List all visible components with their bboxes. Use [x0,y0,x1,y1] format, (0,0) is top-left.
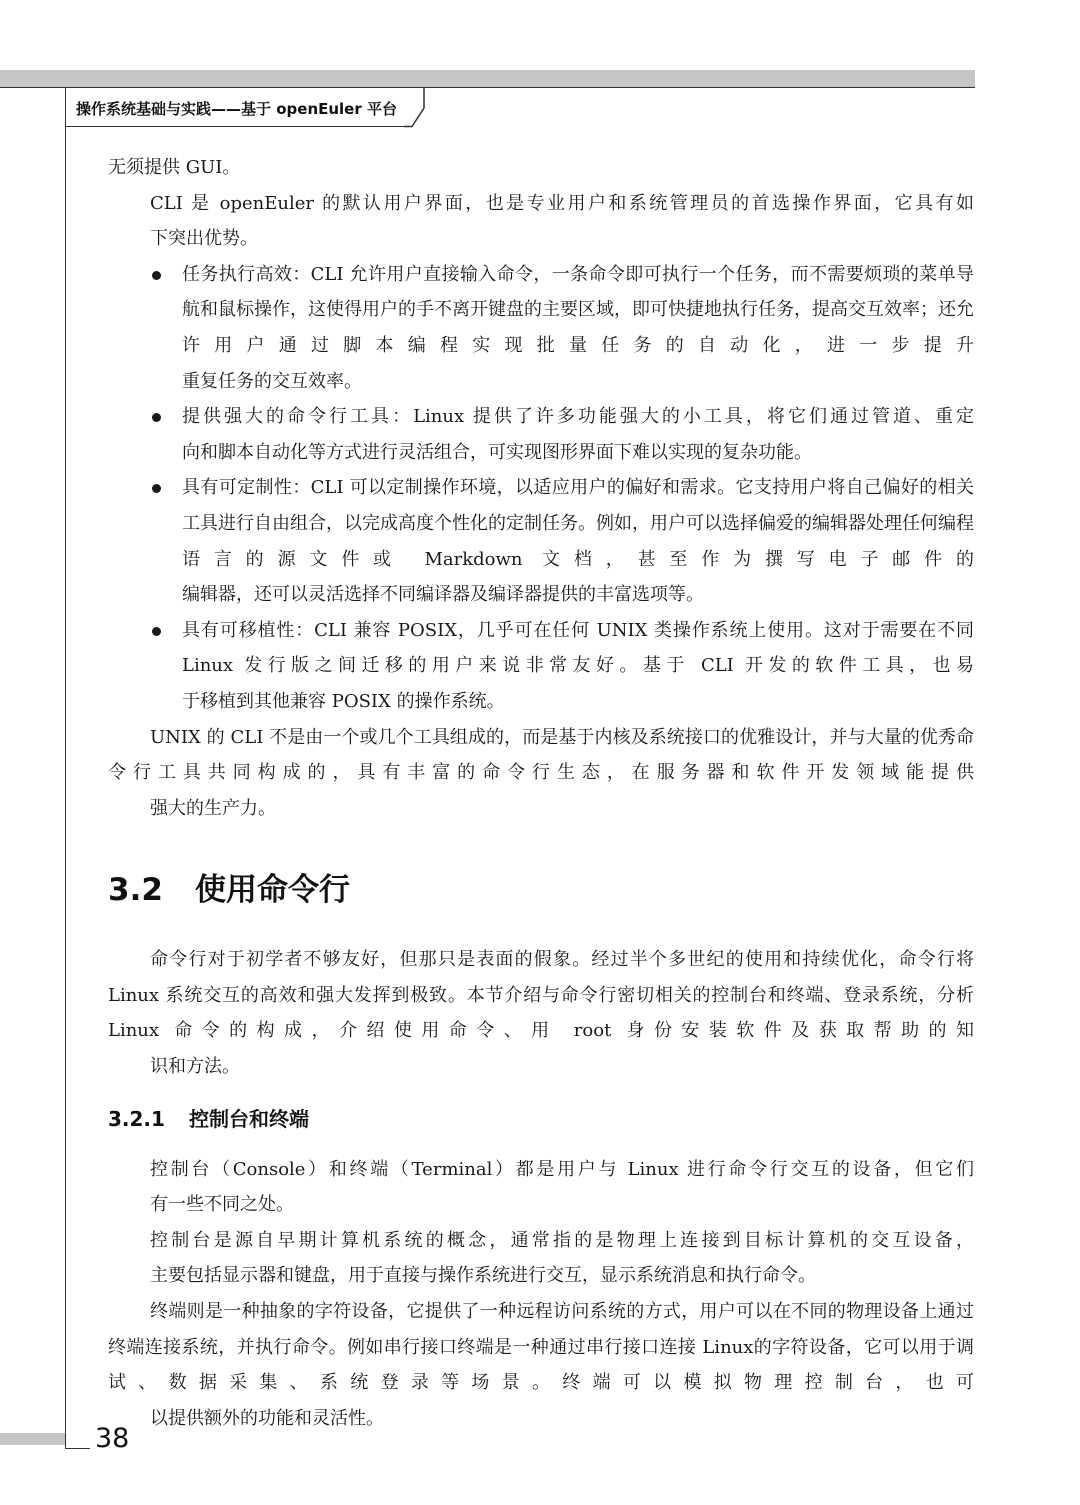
list-item: 任务执行高效：CLI 允许用户直接输入命令，一条命令即可执行一个任务，而不需要烦琐的菜单导航和鼠标操作，这使得用户的手不离开键盘的主要区域，即可快捷地执行任务，提高交互效率；还允许用户通过脚本编程实现批量任务的自动化，进一步提升 重复任务的交互效率。 [108,257,974,399]
paragraph: 命令行对于初学者不够友好，但那只是表面的假象。经过半个多世纪的使用和持续优化，命令行将 Linux 系统交互的高效和强大发挥到极致。本节介绍与命令行密切相关的控制台和终端、登录系统，分析 Linux 命令的构成，介绍使用命令、用 root 身份安装软件及获取帮助的知 识和方法。 [108,949,975,1078]
footer-rule [65,1448,90,1449]
list-item: 提供强大的命令行工具：Linux 提供了许多功能强大的小工具，将它们通过管道、重定 向和脚本自动化等方式进行灵活组合，可实现图形界面下难以实现的复杂功能。 [108,399,974,470]
list-item: 具有可定制性：CLI 可以定制操作环境，以适应用户的偏好和需求。它支持用户将自己偏好的相关工具进行自由组合，以完成高度个性化的定制任务。例如，用户可以选择偏爱的编辑器处理任何编程语言的源文件或 Markdown 文档，甚至作为撰写电子邮件的 编辑器，还可以灵活选择不同编译器及编译器提供的丰富选项等。 [108,470,974,612]
header-tab-edge [404,88,434,128]
paragraph: CLI 是 openEuler 的默认用户界面，也是专业用户和系统管理员的首选操作界面，它具有如 下突出优势。 [150,192,974,250]
paragraph: 无须提供 GUI。 [108,157,241,178]
bullet-icon [152,627,161,636]
page-body [108,150,974,1436]
margin-rule [65,88,66,1448]
bullet-icon [152,413,161,422]
bullet-icon [152,271,161,280]
running-header-title: 操作系统基础与实践——基于 openEuler 平台 [76,100,397,118]
advantages-list [108,257,974,720]
section-heading: 3.2 使用命令行 [108,872,350,909]
list-item: 具有可移植性：CLI 兼容 POSIX，几乎可在任何 UNIX 类操作系统上使用。这对于需要在不同 Linux 发行版之间迁移的用户来说非常友好。基于 CLI 开发的软件工具，也易 于移植到其他兼容 POSIX 的操作系统。 [108,613,974,720]
footer-band [0,1433,65,1445]
paragraph: UNIX 的 CLI 不是由一个或几个工具组成的，而是基于内核及系统接口的优雅设计，并与大量的优秀命令行工具共同构成的，具有丰富的命令行生态，在服务器和软件开发领域能提供 强大的生产力。 [108,726,975,819]
paragraph: 控制台（Console）和终端（Terminal）都是用户与 Linux 进行命令行交互的设备，但它们 有一些不同之处。 [150,1158,974,1216]
paragraph: 终端则是一种抽象的字符设备，它提供了一种远程访问系统的方式，用户可以在不同的物理设备上通过终端连接系统，并执行命令。例如串行接口终端是一种通过串行接口连接 Linux的字符设备，它可以用于调试、数据采集、系统登录等场景。终端可以模拟物理控制台，也可 以提供额外的功能和灵活性。 [108,1301,975,1429]
page-number: 38 [95,1423,130,1454]
bullet-icon [152,484,161,493]
subsection-heading: 3.2.1 控制台和终端 [108,1106,309,1131]
paragraph: 控制台是源自早期计算机系统的概念，通常指的是物理上连接到目标计算机的交互设备， 主要包括显示器和键盘，用于直接与操作系统进行交互，显示系统消息和执行命令。 [150,1229,974,1287]
header-band [0,70,975,87]
